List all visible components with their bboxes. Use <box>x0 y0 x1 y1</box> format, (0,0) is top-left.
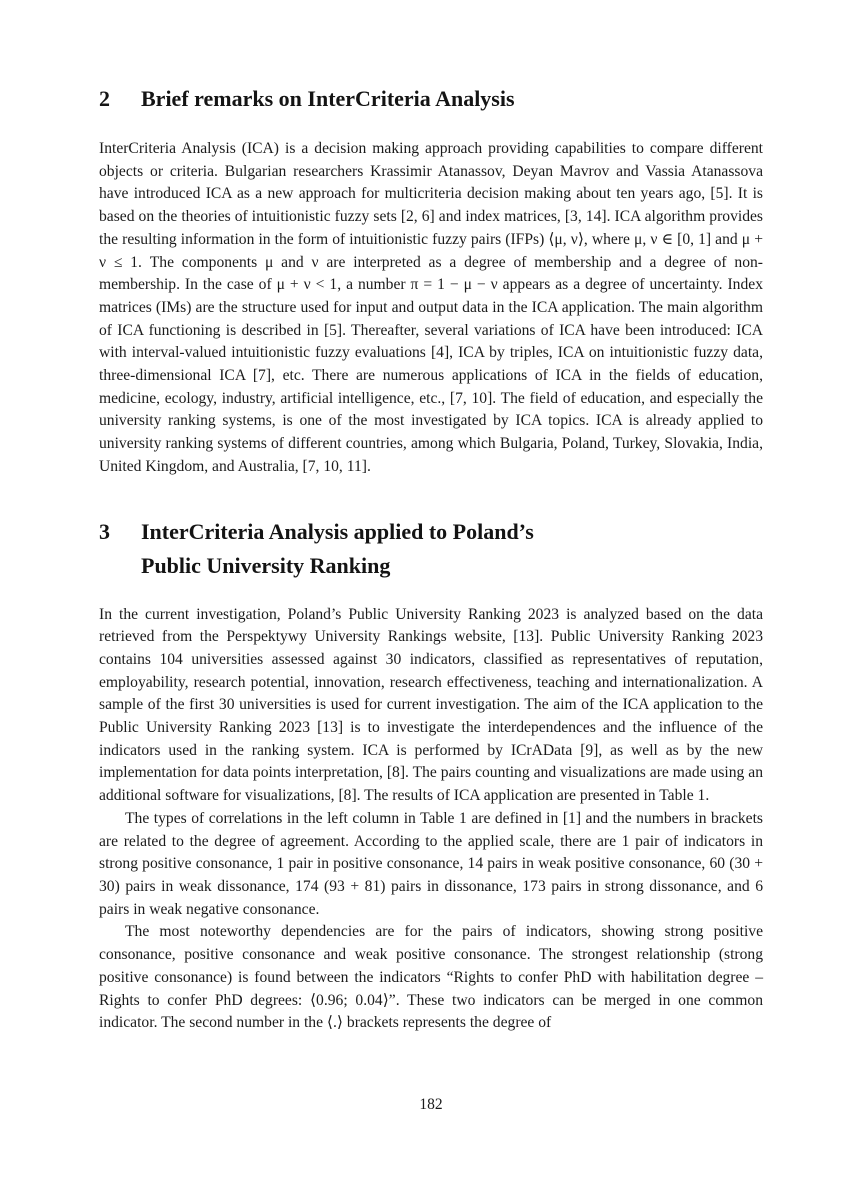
section-2-number: 2 <box>99 86 110 111</box>
page-number: 182 <box>419 1096 443 1113</box>
section-3-paragraph-1: In the current investigation, Poland’s Public University Ranking 2023 is analyzed based on the data retrieved from the Perspektywy University Rankings website, [13]. Public University Ranking 2023 contains 104 universities assessed against 30 indicators, classified as representatives of reputation, employability, research potential, innovation, research effectiveness, teaching and internationalization. A sample of the first 30 universities is used for current investigation. The aim of the ICA application to the Public University Ranking 2023 [13] is to investigate the interdependences and the influence of the indicators used in the ranking system. ICA is performed by ICrAData [9], as well as by the new implementation for data points interpretation, [8]. The pairs counting and visualizations are made using an additional software for visualizations, [8]. The results of ICA application are presented in Table 1. <box>99 605 763 805</box>
section-2-paragraph-1: InterCriteria Analysis (ICA) is a decision making approach providing capabilities to compare different objects or criteria. Bulgarian researchers Krassimir Atanassov, Deyan Mavrov and Vassia Atanassova have introduced ICA as a new approach for multicriteria decision making about ten years ago, [5]. It is based on the theories of intuitionistic fuzzy sets [2, 6] and index matrices, [3, 14]. ICA algorithm provides the resulting information in the form of intuitionistic fuzzy pairs (IFPs) ⟨μ, ν⟩, where μ, ν ∈ [0, 1] and μ + ν ≤ 1. The components μ and ν are interpreted as a degree of membership and a degree of non-membership. In the case of μ + ν < 1, a number π = 1 − μ − ν appears as a degree of uncertainty. Index matrices (IMs) are the structure used for input and output data in the ICA application. The main algorithm of ICA functioning is described in [5]. Thereafter, several variations of ICA have been introduced: ICA with interval-valued intuitionistic fuzzy evaluations [4], ICA by triples, ICA on intuitionistic fuzzy data, three-dimensional ICA [7], etc. There are numerous applications of ICA in the fields of education, medicine, ecology, industry, artificial intelligence, etc., [7, 10]. The field of education, and especially the university ranking systems, is one of the most investigated by ICA topics. ICA is already applied to university ranking systems of different countries, among which Bulgaria, Poland, Turkey, Slovakia, India, United Kingdom, and Australia, [7, 10, 11]. <box>99 140 763 475</box>
section-3-paragraph-2: The types of correlations in the left column in Table 1 are defined in [1] and the numbers in brackets are related to the degree of agreement. According to the applied scale, there are 1 pair of indicators in strong positive consonance, 1 pair in positive consonance, 14 pairs in weak positive consonance, 60 (30 + 30) pairs in weak dissonance, 174 (93 + 81) pairs in dissonance, 173 pairs in strong dissonance, and 6 pairs in weak negative consonance. <box>99 809 763 918</box>
section-3-title-line-1: InterCriteria Analysis applied to Poland’s <box>141 518 534 544</box>
page-content <box>99 0 763 1035</box>
section-2-title: Brief remarks on InterCriteria Analysis <box>141 86 515 111</box>
section-3-paragraph-3: The most noteworthy dependencies are for the pairs of indicators, showing strong positive consonance, positive consonance and weak positive consonance. The strongest relationship (strong positive consonance) is found between the indicators “Rights to confer PhD with habilitation degree – Rights to confer PhD degrees: ⟨0.96; 0.04⟩”. These two indicators can be merged in one common indicator. The second number in the ⟨.⟩ brackets represents the degree of <box>99 923 763 1032</box>
section-3-title-line-2: Public University Ranking <box>141 552 391 578</box>
section-3-number: 3 <box>99 518 110 544</box>
section-3-heading <box>99 515 763 583</box>
section-2-heading <box>99 82 763 116</box>
